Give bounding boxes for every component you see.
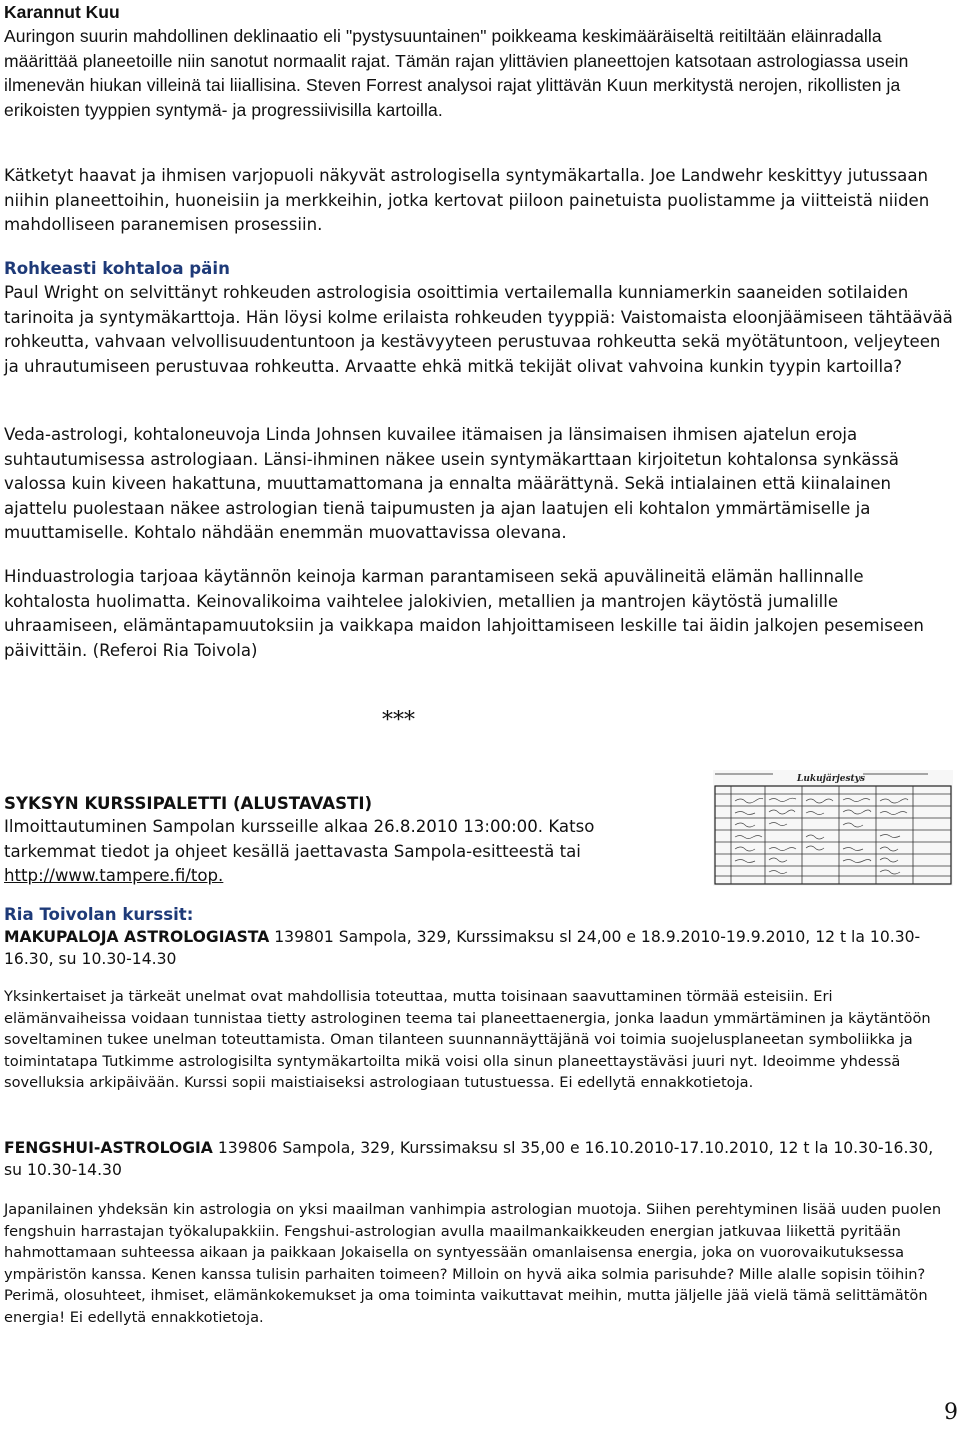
course1-name: MAKUPALOJA ASTROLOGIASTA bbox=[4, 928, 270, 946]
course1-info bbox=[4, 926, 954, 970]
course2-name: FENGSHUI-ASTROLOGIA bbox=[4, 1139, 213, 1157]
courses-intro-text: Ilmoittautuminen Sampolan kursseille alkaa 26.8.2010 13:00:00. Katso tarkemmat tiedot ja ohjeet kesällä jaettavasta Sampola-esitteestä tai bbox=[4, 817, 595, 861]
course1-description: Yksinkertaiset ja tärkeät unelmat ovat mahdollisia toteuttaa, mutta toisinaan saavuttaminen törmää esteisiin. Eri elämänvaiheissa voidaan tunnistaa tietty astrologinen teema tai planeettaenergia, jonka laadun ymmärtäminen ja käytäntöön soveltaminen tukee unelman toteuttamista. Oman tilanteen suunnannäyttäjänä voi toimia suojelusplaneetan symboliikka ja toimintatapa Tutkimme astrologisilta syntymäkartoilta mikä voisi olla sinun planeettaystäväsi juuri nyt. Ideoimme yhdessä sovelluksia arkipäivään. Kurssi sopii maistiaiseksi astrologiaan tutustuessa. Ei edellytä ennakkotietoja. bbox=[4, 988, 931, 1091]
courses-title: SYKSYN KURSSIPALETTI (ALUSTAVASTI) bbox=[4, 794, 373, 813]
timetable-image-title: Lukujärjestys bbox=[797, 774, 865, 784]
section-title-karannut-kuu: Karannut Kuu bbox=[4, 2, 120, 22]
paragraph-katketyt-haavat: Kätketyt haavat ja ihmisen varjopuoli näkyvät astrologisella syntymäkartalla. Joe Landwehr keskittyy jutussaan niihin planeettoihin, huoneisiin ja merkkeihin, jotka kertovat piiloon painetuista puolistamme ja viitteistä niiden mahdolliseen paranemisen prosessiin. bbox=[4, 166, 930, 234]
course2-description: Japanilainen yhdeksän kin astrologia on yksi maailman vanhimpia astrologian muotoja. Siihen perehtyminen lisää uuden puolen fengshuin harrastajan työkalupakkiin. Fengshui-astrologian avulla maailmankaikkeuden energian jatkuvaa liikettä pyritään hahmottamaan suhteessa aikaan ja paikkaan Jokaisella on syntyessään omanlaisensa energia, joka on vuorovaikutuksessa ympäristön kanssa. Kenen kanssa tulisin parhaiten toimeen? Milloin on hyvä aika solmia parisuhde? Mille alalle sopisin töihin? Perimä, olosuhteet, ihmiset, elämänkokemukset ja oma toiminta vaikuttavat meihin, mutta jäljelle jää vielä tämä selittämätön energia! Ei edellytä ennakkotietoja. bbox=[4, 1201, 942, 1326]
paragraph-veda-astrologi: Veda-astrologi, kohtaloneuvoja Linda Johnsen kuvailee itämaisen ja länsimaisen ihmisen ajatelun eroja suhtautumisessa astrologiaan. Länsi-ihminen näkee usein syntymäkarttaan kirjoitetun kohtalonsa synkässä valossa kuin kiveen hakattuna, muuttamattomana ja ennalta määrättynä. Sekä intialainen että kiinalainen ajattelu puolestaan näkee astrologian tienä taipumusten ja ajan laatujen eli kohtalon ymmärtämiselle ja muuttamiselle. Kohtalo nähdään enemmän muovattavissa olevana. bbox=[4, 425, 899, 542]
course1-details: 139801 Sampola, 329, Kurssimaksu sl 24,00 e 18.9.2010-19.9.2010, 12 t la 10.30-16.30, su 10.30-14.30 bbox=[4, 928, 921, 968]
paragraph-rohkeus: Paul Wright on selvittänyt rohkeuden astrologisia osoittimia vertailemalla kunniamerkin saaneiden sotilaiden tarinoita ja syntymäkarttoja. Hän löysi kolme erilaista rohkeuden tyyppiä: Vaistomaista eloonjäämiseen tähtäävää rohkeutta, vahvaan velvollisuudentuntoon ja kestävyyteen perustuvaa rohkeutta sekä myötätuntoon, veljeyteen ja uhrautumiseen perustuvaa rohkeutta. Arvaatte ehkä mitkä tekijät olivat vahvoina kunkin tyypin kartoilla? bbox=[4, 283, 953, 376]
section-title-rohkeasti: Rohkeasti kohtaloa päin bbox=[4, 259, 230, 278]
section-separator: *** bbox=[382, 708, 415, 733]
timetable-scan-image bbox=[713, 770, 953, 886]
course2-details: 139806 Sampola, 329, Kurssimaksu sl 35,00 e 16.10.2010-17.10.2010, 12 t la 10.30-16.30, su 10.30-14.30 bbox=[4, 1139, 934, 1179]
courses-intro bbox=[4, 815, 644, 889]
paragraph-hinduastrologia: Hinduastrologia tarjoaa käytännön keinoja karman parantamiseen sekä apuvälineitä elämän hallinnalle kohtalosta huolimatta. Keinovalikoima vaihtelee jalokivien, metallien ja mantrojen käytöstä jumalille uhraamiseen, elämäntapamuutoksiin ja vaikkapa maidon lahjoittamiseen leskille tai äidin jalkojen pesemiseen päivittäin. (Referoi Ria Toivola) bbox=[4, 567, 924, 660]
courses-subheading: Ria Toivolan kurssit: bbox=[4, 905, 194, 924]
course2-info bbox=[4, 1137, 954, 1181]
sampola-link[interactable]: http://www.tampere.fi/top. bbox=[4, 866, 224, 885]
paragraph-karannut-kuu: Auringon suurin mahdollinen deklinaatio eli "pystysuuntainen" poikkeama keskimääräiseltä reitiltään eläinradalla määrittää planeetoille niin sanotut normaalit rajat. Tämän rajan ylittävien planeettojen katsotaan astrologiassa usein ilmenevän hiukan villeinä tai liiallisina. Steven Forrest analysoi rajat ylittävän Kuun merkitystä nerojen, rikollisten ja erikoisten tyyppien syntymä- ja progressiivisilla kartoilla. bbox=[4, 26, 909, 120]
page-number: 9 bbox=[944, 1400, 958, 1425]
